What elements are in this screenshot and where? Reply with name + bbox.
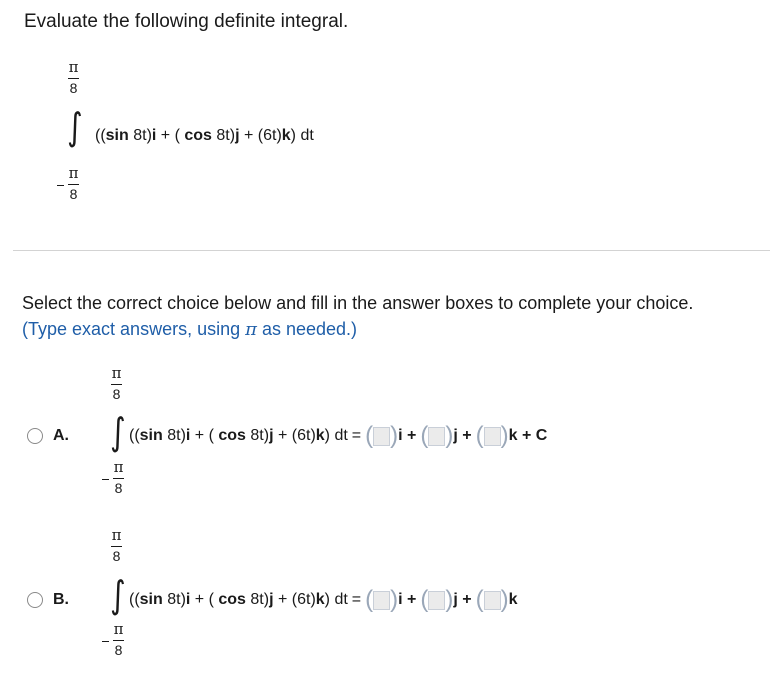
- option-a-integrand: [129, 427, 348, 445]
- upper-limit-denominator: 8: [69, 80, 78, 96]
- paren-close: ): [500, 422, 509, 449]
- instructions-text: Select the correct choice below and fill in the answer boxes to complete your choice.: [22, 293, 694, 313]
- fraction-bar: [68, 184, 79, 185]
- minus-sign: [102, 641, 109, 642]
- instructions-hint: [22, 319, 357, 340]
- cos-func: cos: [218, 591, 246, 608]
- plus-6t: + (6t): [273, 427, 316, 444]
- option-a-lower-numerator: π: [113, 458, 124, 476]
- option-b-j-answer-box[interactable]: [428, 591, 445, 610]
- cos-arg: 8t): [245, 427, 270, 444]
- i-vector: i: [185, 427, 191, 444]
- option-b-lower-numerator: π: [113, 620, 124, 638]
- option-b-lower-denominator: 8: [114, 642, 123, 658]
- option-b-upper-limit: [111, 528, 122, 564]
- fraction-bar: [113, 640, 124, 641]
- option-a-label[interactable]: A.: [53, 427, 69, 444]
- option-a-i-answer-box[interactable]: [373, 427, 390, 446]
- fraction-bar: [111, 546, 122, 547]
- option-b-upper-numerator: π: [111, 526, 122, 544]
- plus-open: + (: [190, 591, 214, 608]
- integrand: [95, 127, 314, 145]
- hint-pi: π: [245, 319, 257, 340]
- option-b-lower-limit: [102, 622, 124, 658]
- paren-open: (: [365, 422, 374, 449]
- integrand-suffix: ) dt: [324, 427, 348, 444]
- option-b-label[interactable]: B.: [53, 591, 69, 608]
- k-vector: k: [281, 127, 291, 144]
- option-b-integral-sign: ∫: [110, 573, 126, 618]
- j-vector: j: [269, 427, 274, 444]
- section-divider: [13, 250, 770, 251]
- minus-sign: [57, 185, 64, 186]
- plus-open: + (: [190, 427, 214, 444]
- option-b-upper-denominator: 8: [112, 548, 121, 564]
- paren-open: (: [475, 586, 484, 613]
- sin-func: sin: [139, 427, 163, 444]
- option-b-i-answer-box[interactable]: [373, 591, 390, 610]
- option-a-k-label: k + C: [508, 427, 548, 444]
- sin-arg: 8t): [162, 427, 186, 444]
- option-a-lower-limit: [102, 460, 124, 496]
- sin-arg: 8t): [128, 127, 152, 144]
- paren-open: (: [475, 422, 484, 449]
- option-a-upper-limit: [111, 366, 122, 402]
- sin-func: sin: [105, 127, 129, 144]
- cos-arg: 8t): [245, 591, 270, 608]
- i-vector: i: [151, 127, 157, 144]
- option-a-radio[interactable]: [27, 428, 43, 444]
- option-a-equation: [129, 422, 548, 449]
- integrand-suffix: ) dt: [324, 591, 348, 608]
- lower-limit-denominator: 8: [69, 186, 78, 202]
- upper-limit-numerator: π: [68, 58, 79, 76]
- cos-func: cos: [184, 127, 212, 144]
- option-a-j-answer-box[interactable]: [428, 427, 445, 446]
- k-vector: k: [315, 427, 325, 444]
- fraction-bar: [113, 478, 124, 479]
- paren-close: ): [390, 422, 399, 449]
- sin-arg: 8t): [162, 591, 186, 608]
- hint-suffix: as needed.): [256, 319, 358, 339]
- option-a-j-label: j +: [453, 427, 472, 444]
- k-vector: k: [315, 591, 325, 608]
- sin-func: sin: [139, 591, 163, 608]
- option-b-i-label: i +: [398, 591, 417, 608]
- option-b-j-label: j +: [453, 591, 472, 608]
- option-a-lower-denominator: 8: [114, 480, 123, 496]
- equals-sign: =: [351, 591, 362, 608]
- option-b-integrand: [129, 591, 348, 609]
- plus-6t: + (6t): [273, 591, 316, 608]
- j-vector: j: [235, 127, 240, 144]
- paren-open: (: [365, 586, 374, 613]
- plus-open: + (: [156, 127, 180, 144]
- option-a-i-label: i +: [398, 427, 417, 444]
- minus-sign: [102, 479, 109, 480]
- integrand-prefix: ((: [95, 127, 106, 144]
- option-a-k-answer-box[interactable]: [484, 427, 501, 446]
- upper-limit: [68, 60, 79, 96]
- option-b-equation: [129, 586, 518, 613]
- paren-close: ): [500, 586, 509, 613]
- paren-close: ): [445, 586, 454, 613]
- fraction-bar: [68, 78, 79, 79]
- option-b-radio[interactable]: [27, 592, 43, 608]
- paren-close: ): [445, 422, 454, 449]
- equals-sign: =: [351, 427, 362, 444]
- plus-6t: + (6t): [239, 127, 282, 144]
- paren-open: (: [420, 586, 429, 613]
- fraction-bar: [111, 384, 122, 385]
- cos-arg: 8t): [211, 127, 236, 144]
- hint-prefix: (Type exact answers, using: [22, 319, 246, 339]
- question-prompt: Evaluate the following definite integral.: [24, 11, 349, 32]
- lower-limit-numerator: π: [68, 164, 79, 182]
- option-b-k-answer-box[interactable]: [484, 591, 501, 610]
- i-vector: i: [185, 591, 191, 608]
- paren-close: ): [390, 586, 399, 613]
- integral-sign: ∫: [67, 105, 83, 150]
- j-vector: j: [269, 591, 274, 608]
- option-b-k-label: k: [508, 591, 518, 608]
- paren-open: (: [420, 422, 429, 449]
- integrand-suffix: ) dt: [290, 127, 314, 144]
- lower-limit: [57, 166, 79, 202]
- option-a-upper-numerator: π: [111, 364, 122, 382]
- integrand-prefix: ((: [129, 427, 140, 444]
- integrand-prefix: ((: [129, 591, 140, 608]
- option-a-upper-denominator: 8: [112, 386, 121, 402]
- option-a-integral-sign: ∫: [110, 410, 126, 455]
- cos-func: cos: [218, 427, 246, 444]
